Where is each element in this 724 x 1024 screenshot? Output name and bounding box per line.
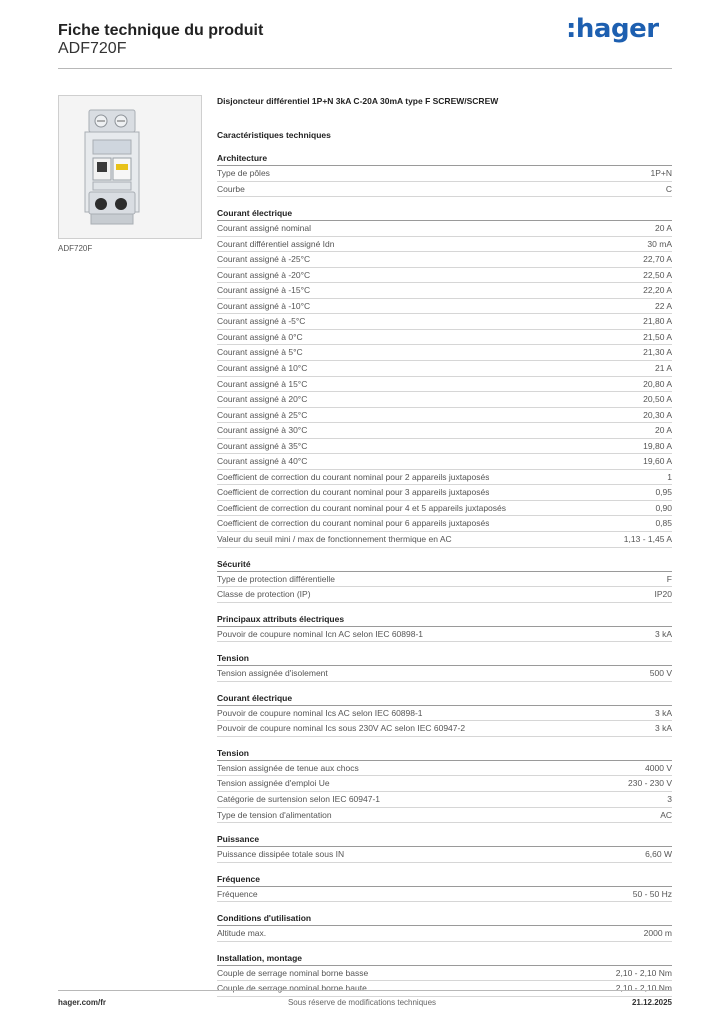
spec-row (217, 345, 672, 361)
spec-label: Courant assigné à 0°C (217, 331, 303, 342)
spec-label: Pouvoir de coupure nominal Icn AC selon IEC 60898-1 (217, 628, 424, 639)
spec-row (217, 330, 672, 346)
spec-label: Courant assigné à -20°C (217, 269, 311, 280)
section-title: Courant électrique (217, 206, 672, 221)
spec-value: 20,30 A (643, 409, 672, 420)
spec-row (217, 587, 672, 603)
footer-website[interactable]: hager.com/fr (58, 998, 107, 1007)
spec-value: 1,13 - 1,45 A (623, 534, 672, 545)
spec-value: F (666, 573, 672, 584)
spec-value: 500 V (649, 668, 672, 679)
spec-row (217, 776, 672, 792)
spec-row (217, 283, 672, 299)
spec-section (217, 651, 672, 682)
spec-row (217, 792, 672, 808)
spec-row (217, 268, 672, 284)
spec-value: 22,20 A (643, 285, 672, 296)
footer-disclaimer: Sous réserve de modifications techniques (287, 998, 437, 1007)
spec-label: Courant assigné à 35°C (217, 440, 308, 451)
spec-row (217, 572, 672, 588)
spec-label: Courant assigné à 15°C (217, 378, 308, 389)
spec-label: Type de pôles (217, 168, 270, 178)
section-title: Tension (217, 746, 672, 761)
spec-label: Coefficient de correction du courant nominal pour 6 appareils juxtaposés (217, 518, 490, 529)
spec-value: 21,80 A (643, 316, 672, 327)
spec-value: 20 A (654, 223, 672, 234)
spec-value: 3 kA (654, 707, 672, 718)
spec-value: 0,90 (655, 502, 672, 513)
spec-row (217, 887, 672, 903)
spec-row (217, 408, 672, 424)
spec-row (217, 423, 672, 439)
spec-label: Valeur du seuil mini / max de fonctionnement thermique en AC (217, 534, 452, 545)
section-title: Tension (217, 651, 672, 666)
spec-value: 6,60 W (645, 849, 672, 860)
spec-row (217, 706, 672, 722)
section-title: Fréquence (217, 872, 672, 887)
spec-section (217, 911, 672, 942)
spec-row (217, 847, 672, 863)
section-title: Sécurité (217, 557, 672, 572)
spec-value: C (665, 183, 672, 194)
spec-label: Courant assigné à 20°C (217, 394, 308, 405)
spec-row (217, 666, 672, 682)
spec-value: 21,50 A (643, 331, 672, 342)
spec-label: Courbe (217, 183, 245, 194)
spec-value: 19,60 A (643, 456, 672, 467)
spec-value: 3 kA (654, 723, 672, 734)
spec-row (217, 221, 672, 237)
spec-row (217, 532, 672, 548)
section-title: Installation, montage (217, 951, 672, 966)
spec-row (217, 485, 672, 501)
spec-label: Catégorie de surtension selon IEC 60947-1 (217, 793, 381, 804)
spec-row (217, 361, 672, 377)
spec-value: 22,70 A (643, 254, 672, 265)
circuit-breaker-icon (59, 96, 201, 238)
spec-label: Tension assignée d'isolement (217, 668, 328, 679)
section-title: Architecture (217, 151, 672, 166)
spec-label: Courant assigné à -15°C (217, 285, 311, 296)
spec-label: Courant assigné à 25°C (217, 409, 308, 420)
spec-label: Altitude max. (217, 928, 267, 939)
spec-label: Courant assigné à -25°C (217, 254, 311, 265)
spec-label: Courant assigné nominal (217, 223, 312, 234)
spec-section (217, 872, 672, 903)
spec-label: Coefficient de correction du courant nominal pour 3 appareils juxtaposés (217, 487, 490, 498)
spec-label: Classe de protection (IP) (217, 589, 311, 600)
tech-heading: Caractéristiques techniques (217, 130, 331, 140)
spec-row (217, 721, 672, 737)
spec-row (217, 966, 672, 982)
spec-value: 230 - 230 V (628, 778, 672, 789)
product-image (58, 95, 202, 239)
spec-value: 22,50 A (643, 269, 672, 280)
spec-content (217, 95, 672, 997)
section-title: Puissance (217, 832, 672, 847)
spec-label: Coefficient de correction du courant nominal pour 2 appareils juxtaposés (217, 471, 490, 482)
spec-label: Courant assigné à 30°C (217, 425, 308, 436)
spec-row (217, 299, 672, 315)
spec-label: Type de protection différentielle (217, 573, 335, 584)
spec-row (217, 392, 672, 408)
spec-row (217, 761, 672, 777)
spec-row (217, 377, 672, 393)
spec-section (217, 557, 672, 603)
footer-date: 21.12.2025 (631, 998, 672, 1007)
spec-row (217, 470, 672, 486)
spec-row (217, 252, 672, 268)
product-description: Disjoncteur différentiel 1P+N 3kA C-20A 30mA type F SCREW/SCREW (217, 96, 499, 106)
spec-value: 19,80 A (643, 440, 672, 451)
footer-divider (58, 990, 672, 991)
spec-label: Courant assigné à 40°C (217, 456, 308, 467)
spec-label: Courant assigné à -5°C (217, 316, 306, 327)
spec-value: 0,95 (655, 487, 672, 498)
spec-label: Courant différentiel assigné Idn (217, 238, 335, 249)
spec-row (217, 627, 672, 643)
spec-section (217, 746, 672, 823)
spec-label: Tension assignée d'emploi Ue (217, 778, 330, 789)
spec-label: Coefficient de correction du courant nominal pour 4 et 5 appareils juxtaposés (217, 502, 507, 513)
spec-label: Couple de serrage nominal borne basse (217, 967, 369, 978)
spec-value: 50 - 50 Hz (632, 888, 672, 899)
spec-sections (217, 151, 672, 997)
spec-value: 4000 V (645, 762, 672, 773)
spec-row (217, 516, 672, 532)
spec-label: Pouvoir de coupure nominal Ics AC selon IEC 60898-1 (217, 707, 423, 718)
spec-value: 2,10 - 2,10 Nm (615, 967, 672, 978)
page-title: Fiche technique du produit (58, 22, 264, 39)
section-title: Principaux attributs électriques (217, 612, 672, 627)
spec-label: Pouvoir de coupure nominal Ics sous 230V AC selon IEC 60947-2 (217, 723, 466, 734)
spec-row (217, 182, 672, 198)
spec-row (217, 454, 672, 470)
spec-value: 20 A (654, 425, 672, 436)
spec-label: Couple de serrage nominal borne haute (217, 983, 367, 994)
section-title: Conditions d'utilisation (217, 911, 672, 926)
spec-value: 21,30 A (643, 347, 672, 358)
spec-section (217, 151, 672, 197)
spec-row (217, 981, 672, 997)
spec-value: 21 A (654, 363, 672, 374)
spec-row (217, 808, 672, 824)
spec-value: IP20 (654, 589, 672, 600)
spec-value: AC (660, 809, 672, 820)
spec-row (217, 501, 672, 517)
spec-label: Puissance dissipée totale sous IN (217, 849, 345, 860)
spec-value: 20,50 A (643, 394, 672, 405)
spec-section (217, 691, 672, 737)
spec-value: 1P+N (650, 168, 672, 178)
spec-row (217, 314, 672, 330)
spec-value: 2,10 - 2,10 Nm (615, 983, 672, 994)
spec-row (217, 237, 672, 253)
section-title: Courant électrique (217, 691, 672, 706)
spec-label: Type de tension d'alimentation (217, 809, 332, 820)
spec-label: Courant assigné à -10°C (217, 300, 311, 311)
hager-logo: :hager (566, 14, 659, 44)
spec-label: Courant assigné à 5°C (217, 347, 303, 358)
spec-label: Fréquence (217, 888, 258, 899)
product-code: ADF720F (58, 40, 127, 57)
spec-value: 30 mA (647, 238, 672, 249)
spec-value: 1 (667, 471, 672, 482)
spec-label: Tension assignée de tenue aux chocs (217, 762, 359, 773)
image-caption: ADF720F (58, 244, 93, 253)
spec-value: 0,85 (655, 518, 672, 529)
spec-value: 3 kA (654, 628, 672, 639)
spec-value: 3 (667, 793, 672, 804)
spec-row (217, 926, 672, 942)
spec-section (217, 206, 672, 547)
header-divider (58, 68, 672, 69)
spec-value: 22 A (654, 300, 672, 311)
spec-section (217, 612, 672, 643)
spec-value: 20,80 A (643, 378, 672, 389)
spec-row (217, 439, 672, 455)
spec-value: 2000 m (643, 928, 672, 939)
spec-section (217, 832, 672, 863)
spec-label: Courant assigné à 10°C (217, 363, 308, 374)
spec-row (217, 166, 672, 182)
